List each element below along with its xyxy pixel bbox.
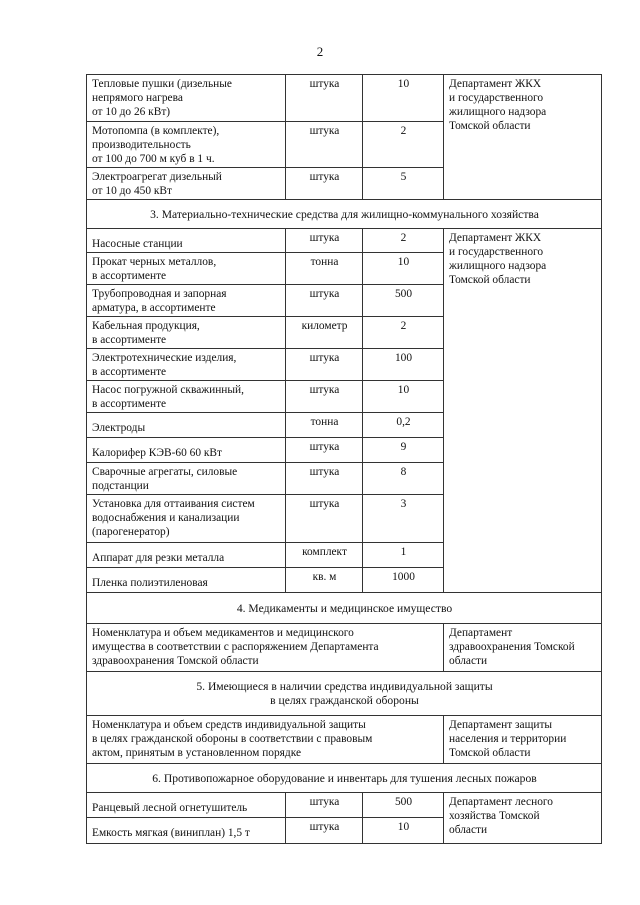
item-unit: штука (286, 438, 363, 463)
item-qty: 2 (363, 122, 444, 168)
responsible-dept: Департамент защиты населения и территории Томской области (444, 716, 602, 764)
item-description: Номенклатура и объем средств индивидуальной защиты в целях гражданской обороны в соответствии с правовым актом, принятым в установленном порядке (87, 716, 444, 764)
table-row (87, 624, 602, 672)
item-name: Сварочные агрегаты, силовые подстанции (87, 463, 286, 495)
item-qty: 2 (363, 229, 444, 253)
item-unit: штука (286, 818, 363, 844)
item-name: Электроагрегат дизельный от 10 до 450 кВт (87, 168, 286, 200)
item-qty: 2 (363, 317, 444, 349)
section-header (87, 200, 602, 229)
item-unit: штука (286, 349, 363, 381)
item-unit: штука (286, 793, 363, 818)
responsible-dept: Департамент ЖКХ и государственного жилищного надзора Томской области (444, 75, 602, 200)
item-name: Электротехнические изделия, в ассортименте (87, 349, 286, 381)
responsible-dept: Департамент лесного хозяйства Томской области (444, 793, 602, 844)
section-title: 4. Медикаменты и медицинское имущество (87, 593, 602, 624)
item-unit: штука (286, 229, 363, 253)
item-unit: штука (286, 463, 363, 495)
table-row (87, 793, 602, 818)
item-qty: 10 (363, 818, 444, 844)
section-header (87, 672, 602, 716)
item-name: Емкость мягкая (виниплан) 1,5 т (87, 818, 286, 844)
page-number: 2 (316, 44, 324, 59)
item-name: Трубопроводная и запорная арматура, в ассортименте (87, 285, 286, 317)
item-qty: 500 (363, 285, 444, 317)
item-name: Мотопомпа (в комплекте), производительность от 100 до 700 м куб в 1 ч. (87, 122, 286, 168)
item-qty: 1000 (363, 568, 444, 593)
item-unit: километр (286, 317, 363, 349)
item-qty: 9 (363, 438, 444, 463)
item-description: Номенклатура и объем медикаментов и медицинского имущества в соответствии с распоряжением Департамента здравоохранения Томской области (87, 624, 444, 672)
item-qty: 3 (363, 495, 444, 543)
item-name: Прокат черных металлов, в ассортименте (87, 253, 286, 285)
item-name: Аппарат для резки металла (87, 543, 286, 568)
table-row (87, 229, 602, 253)
item-name: Тепловые пушки (дизельные непрямого нагрева от 10 до 26 кВт) (87, 75, 286, 122)
item-qty: 8 (363, 463, 444, 495)
resource-table (86, 74, 602, 844)
item-qty: 1 (363, 543, 444, 568)
item-name: Ранцевый лесной огнетушитель (87, 793, 286, 818)
item-unit: комплект (286, 543, 363, 568)
section-title: 3. Материально-технические средства для жилищно-коммунального хозяйства (87, 200, 602, 229)
item-qty: 5 (363, 168, 444, 200)
item-name: Электроды (87, 413, 286, 438)
item-unit: штука (286, 168, 363, 200)
item-unit: штука (286, 495, 363, 543)
item-qty: 0,2 (363, 413, 444, 438)
item-unit: штука (286, 381, 363, 413)
item-qty: 10 (363, 253, 444, 285)
item-unit: штука (286, 122, 363, 168)
item-qty: 100 (363, 349, 444, 381)
table-row (87, 75, 602, 122)
section-title: 6. Противопожарное оборудование и инвентарь для тушения лесных пожаров (87, 764, 602, 793)
item-name: Насос погружной скважинный, в ассортименте (87, 381, 286, 413)
item-name: Насосные станции (87, 229, 286, 253)
item-name: Кабельная продукция, в ассортименте (87, 317, 286, 349)
item-unit: штука (286, 75, 363, 122)
item-qty: 500 (363, 793, 444, 818)
item-unit: штука (286, 285, 363, 317)
item-qty: 10 (363, 75, 444, 122)
section-header (87, 593, 602, 624)
item-name: Установка для оттаивания систем водоснабжения и канализации (парогенератор) (87, 495, 286, 543)
item-qty: 10 (363, 381, 444, 413)
responsible-dept: Департамент ЖКХ и государственного жилищного надзора Томской области (444, 229, 602, 593)
responsible-dept: Департамент здравоохранения Томской области (444, 624, 602, 672)
item-unit: кв. м (286, 568, 363, 593)
section-title: 5. Имеющиеся в наличии средства индивидуальной защиты в целях гражданской обороны (87, 672, 602, 716)
item-unit: тонна (286, 253, 363, 285)
item-name: Калорифер КЭВ-60 60 кВт (87, 438, 286, 463)
item-unit: тонна (286, 413, 363, 438)
table-row (87, 716, 602, 764)
item-name: Пленка полиэтиленовая (87, 568, 286, 593)
section-header (87, 764, 602, 793)
